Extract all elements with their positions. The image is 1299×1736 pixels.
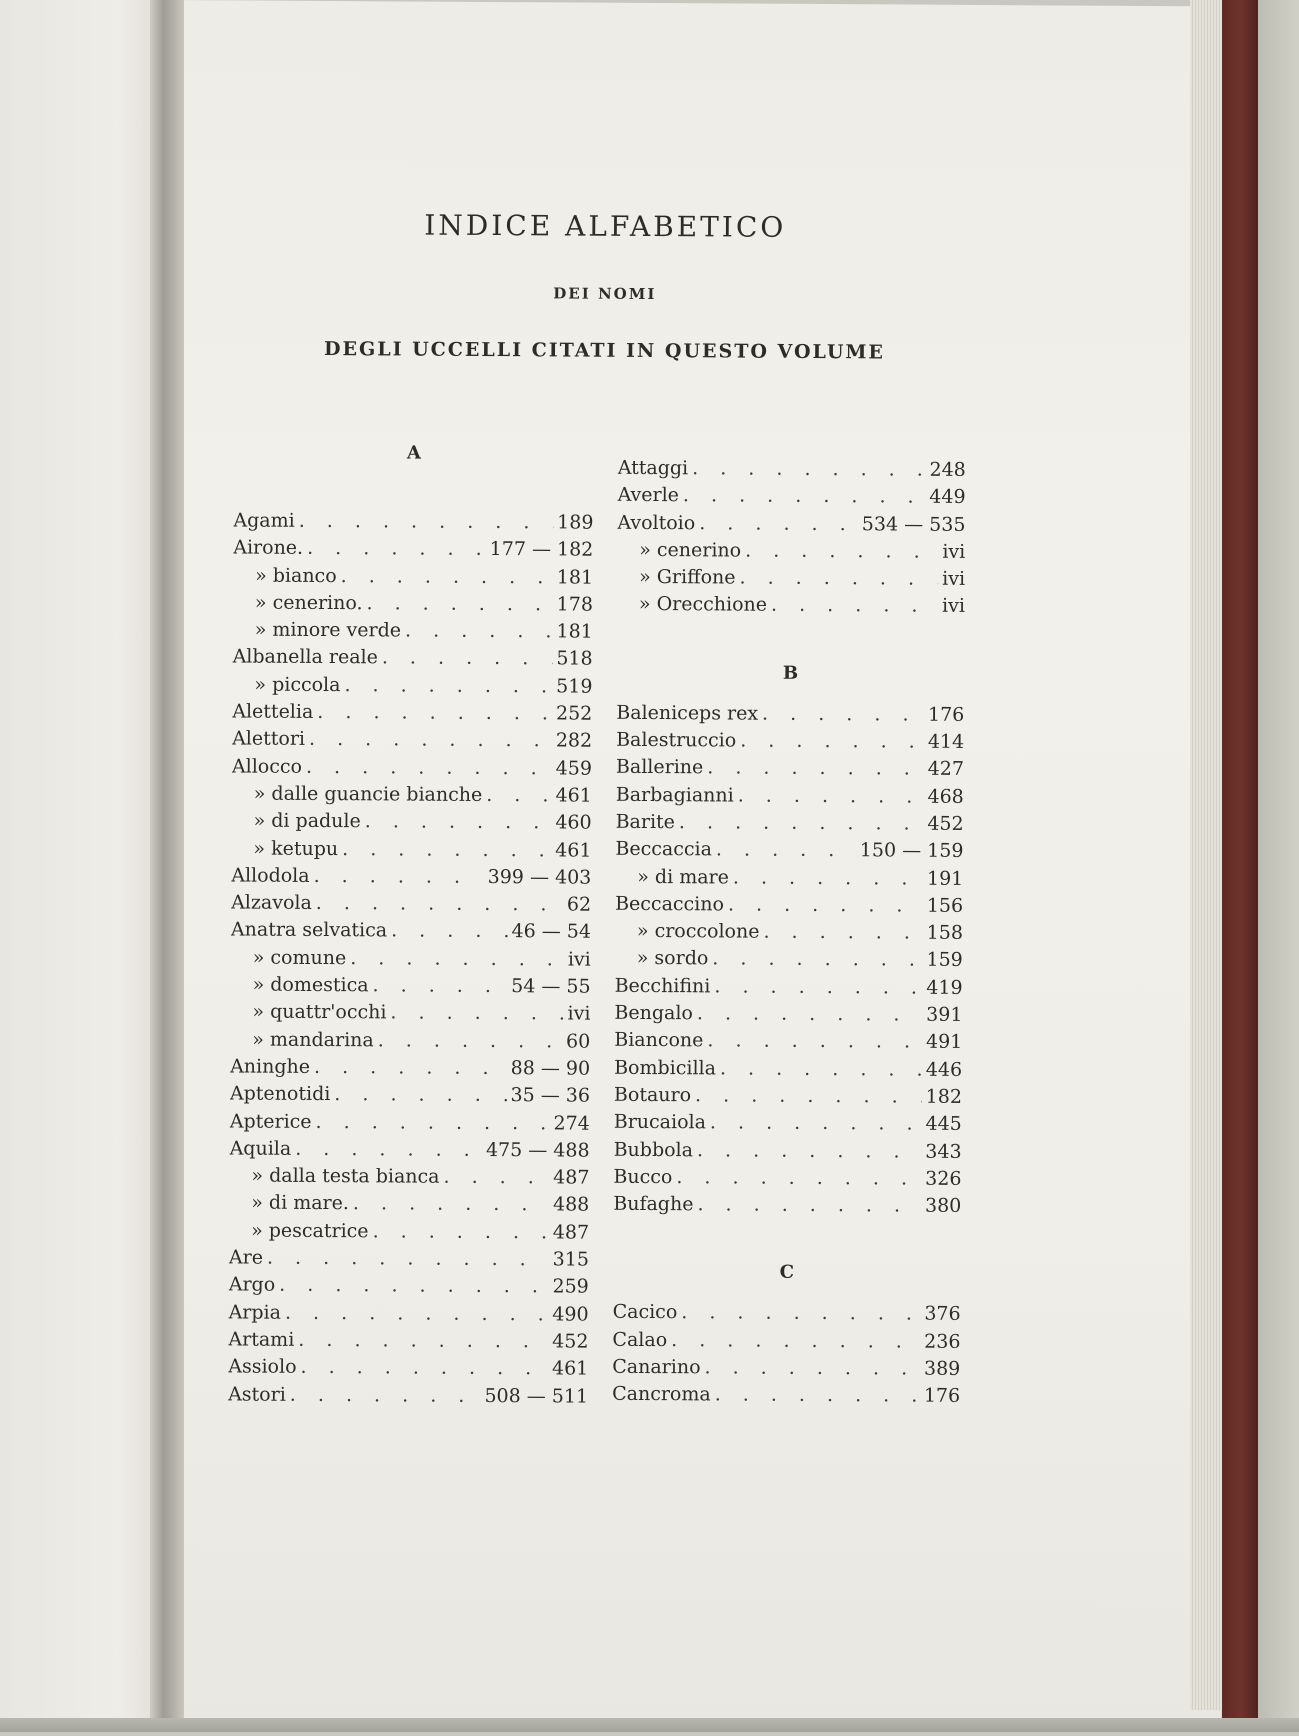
index-entry (614, 1109, 962, 1138)
index-entry (233, 589, 593, 618)
leader-dots (342, 836, 551, 865)
index-entry (230, 1135, 590, 1164)
entry-name: Airone. (233, 536, 304, 560)
leader-dots (716, 837, 856, 865)
index-entry (613, 1191, 961, 1220)
index-entry (232, 808, 592, 837)
leader-dots (762, 700, 924, 728)
leader-dots (316, 1108, 550, 1137)
index-entry (233, 507, 593, 536)
entry-page: 460 (555, 811, 592, 834)
entry-page: ivi (942, 567, 966, 591)
entry-name: Argo (228, 1273, 276, 1297)
entry-page: 490 (552, 1303, 589, 1326)
index-entry (228, 1326, 588, 1355)
entry-page: 236 (924, 1330, 961, 1353)
entry-page: 181 (556, 566, 594, 589)
entry-name: Becchifini (614, 974, 711, 998)
leader-dots (298, 1327, 548, 1356)
entry-page: ivi (941, 595, 966, 618)
leader-dots (740, 728, 924, 756)
leader-dots (307, 535, 486, 563)
index-entry (616, 754, 964, 783)
entry-page: 380 (924, 1194, 962, 1218)
index-entry (233, 617, 593, 646)
entry-page: 274 (553, 1111, 590, 1135)
entry-name: Alzavola (231, 891, 312, 915)
leader-dots (314, 863, 484, 891)
entry-page: 178 (556, 593, 594, 616)
entry-page: 461 (555, 784, 592, 807)
index-entry (613, 1299, 961, 1328)
leader-dots (317, 699, 552, 728)
leader-dots (299, 508, 554, 537)
entry-page: 54 — 55 (511, 975, 591, 998)
section-letter-c: C (779, 1262, 795, 1284)
leader-dots (671, 1327, 920, 1356)
entry-page: 315 (552, 1248, 590, 1271)
entry-page: 445 (925, 1112, 962, 1136)
leader-dots (350, 945, 564, 974)
leader-dots (443, 1164, 549, 1192)
entry-page: 248 (929, 458, 966, 481)
index-entry (612, 1327, 960, 1356)
entry-name: Cancroma (612, 1383, 711, 1406)
entry-name: » dalle guancie bianche (253, 782, 483, 806)
leader-dots (707, 755, 924, 784)
entry-name: Averle (617, 484, 680, 507)
entry-page: 534 — 535 (861, 512, 966, 536)
index-entry (616, 700, 964, 729)
index-entry (232, 726, 592, 755)
index-column-right (612, 455, 966, 1411)
entry-page: 459 (555, 757, 593, 780)
entry-name: » cenerino. (254, 591, 363, 615)
leader-dots (683, 482, 926, 511)
index-entry (615, 918, 963, 947)
entry-name: » sordo (636, 947, 709, 970)
leader-dots (679, 809, 924, 838)
index-entry (615, 973, 963, 1002)
entry-name: Bufaghe (613, 1192, 694, 1216)
leader-dots (763, 919, 922, 947)
leader-dots (707, 1028, 922, 1057)
entry-page: 176 (923, 1384, 961, 1408)
entry-name: » domestica (252, 973, 369, 997)
entry-page: 376 (924, 1303, 961, 1326)
index-entry (231, 917, 591, 946)
leader-dots (739, 565, 938, 594)
entry-name: Bombicilla (614, 1056, 717, 1080)
index-entry (613, 1164, 961, 1193)
entries-c (612, 1299, 961, 1410)
index-entry (616, 781, 964, 810)
index-entry (617, 564, 965, 593)
leader-dots (314, 1054, 507, 1082)
index-entry (230, 1108, 590, 1137)
leader-dots (710, 1110, 922, 1139)
leader-dots (341, 563, 553, 592)
entry-page: 452 (552, 1330, 589, 1353)
entry-page: 46 — 54 (511, 920, 592, 944)
entry-name: Ballerine (615, 756, 704, 779)
entry-page: 399 — 403 (487, 865, 592, 889)
entry-page: 487 (552, 1221, 590, 1244)
entry-name: » dalla testa bianca (251, 1164, 440, 1188)
entry-name: Allocco (231, 755, 303, 778)
index-entry (614, 1054, 962, 1083)
index-entry (615, 945, 963, 974)
entry-name: Barbagianni (615, 783, 734, 807)
index-entry (617, 591, 965, 620)
entry-name: Anatra selvatica (230, 918, 388, 942)
section-letter-b: B (782, 662, 799, 684)
entry-page: 391 (926, 1003, 963, 1026)
index-entry (232, 753, 592, 782)
entry-page: 389 (923, 1357, 961, 1380)
index-entry (228, 1354, 588, 1383)
index-entry (229, 1244, 589, 1273)
entry-name: » ketupu (253, 837, 339, 860)
index-entry (229, 1272, 589, 1301)
entry-name: Bucco (613, 1165, 673, 1188)
entry-page: 177 — 182 (489, 538, 594, 561)
entry-page: ivi (567, 1002, 591, 1025)
entry-name: » cenerino (639, 538, 742, 562)
index-entry (612, 1381, 960, 1410)
entry-name: » Griffone (639, 566, 736, 589)
index-entry (230, 999, 590, 1028)
index-entry (229, 1190, 589, 1219)
entry-name: » comune (252, 946, 347, 969)
index-entry (615, 836, 963, 865)
entry-page: 487 (553, 1166, 590, 1189)
entry-name: Arpia (228, 1301, 282, 1324)
index-entry (233, 644, 593, 673)
entry-name: Are (228, 1246, 264, 1269)
leader-dots (344, 672, 552, 701)
entry-page: 326 (925, 1167, 962, 1190)
entry-name: Aptenotidi (229, 1082, 331, 1106)
entry-name: Beccaccia (615, 838, 713, 861)
entry-name: Barite (615, 810, 676, 834)
index-entry (230, 1026, 590, 1055)
page-subtitle-1: DEI NOMI (553, 284, 657, 304)
index-entry (614, 1082, 962, 1111)
entry-name: » pescatrice (251, 1219, 369, 1243)
entry-name: Allodola (231, 864, 310, 887)
index-entry (231, 944, 591, 973)
entry-name: Bubbola (613, 1138, 694, 1161)
index-entry (231, 862, 591, 891)
index-column-left (228, 437, 594, 1410)
entry-name: Avoltoio (617, 511, 696, 534)
leader-dots (382, 645, 553, 673)
entries-a (228, 507, 593, 1410)
entry-name: Alettori (232, 727, 306, 751)
entry-page: 446 (925, 1058, 963, 1081)
entry-name: Agami (233, 509, 295, 532)
entry-name: Apterice (229, 1109, 312, 1133)
page-title: INDICE ALFABETICO (424, 208, 787, 244)
leader-dots (771, 592, 938, 620)
index-entry (229, 1163, 589, 1192)
leader-dots (697, 1000, 922, 1029)
index-entry (231, 835, 591, 864)
entry-name: » di padule (253, 809, 361, 833)
entry-name: Balestruccio (616, 728, 737, 752)
entry-name: » croccolone (636, 920, 760, 943)
index-entry (231, 971, 591, 1000)
entry-page: 88 — 90 (510, 1057, 591, 1080)
entry-page: 414 (927, 730, 965, 753)
entry-page: 419 (926, 976, 963, 999)
entry-name: Bengalo (614, 1001, 693, 1025)
leader-dots (712, 946, 922, 975)
entry-page: 488 (552, 1193, 590, 1217)
index-entry (614, 1027, 962, 1056)
entry-name: Albanella reale (232, 645, 378, 669)
entry-name: Aquila (229, 1137, 292, 1160)
leader-dots (300, 1354, 548, 1383)
entry-page: 158 (926, 921, 964, 945)
entry-page: 508 — 511 (484, 1384, 589, 1408)
index-entry (232, 699, 592, 728)
leader-dots (704, 1354, 920, 1383)
index-entry (233, 535, 593, 564)
entry-page: 159 (926, 949, 963, 972)
index-entry (232, 671, 592, 700)
index-entry (612, 1354, 960, 1383)
leader-dots (681, 1300, 920, 1329)
index-entry (231, 890, 591, 919)
entry-page: 62 (566, 893, 592, 916)
index-entry (230, 1081, 590, 1110)
entry-name: Baleniceps rex (616, 701, 759, 725)
leader-dots (309, 726, 552, 755)
entry-name: Astori (228, 1382, 286, 1406)
leader-dots (676, 1164, 921, 1193)
index-entry (615, 891, 963, 920)
entry-page: 35 — 36 (510, 1084, 591, 1107)
entry-page: 449 (929, 485, 966, 509)
entry-name: Attaggi (617, 456, 689, 480)
leader-dots (285, 1299, 549, 1328)
index-entry (229, 1299, 589, 1328)
leader-dots (378, 1027, 563, 1055)
entry-page: 519 (556, 675, 593, 698)
leader-dots (279, 1272, 548, 1301)
leader-dots (316, 890, 563, 919)
leader-dots (728, 891, 923, 919)
entry-page: 191 (926, 867, 964, 890)
section-letter-a: A (406, 442, 421, 464)
index-entry (616, 727, 964, 756)
entry-name: Alettelia (232, 700, 314, 724)
leader-dots (745, 537, 938, 565)
entry-name: » di mare (637, 865, 729, 889)
leader-dots (697, 1137, 922, 1166)
entry-page: ivi (567, 948, 591, 971)
entry-name: » Orecchione (638, 593, 768, 617)
entry-page: 491 (925, 1031, 963, 1054)
entry-page: 150 — 159 (859, 839, 964, 863)
index-entry (230, 1053, 590, 1082)
leader-dots (715, 1382, 920, 1411)
leader-dots (295, 1136, 482, 1164)
leader-dots (391, 918, 508, 946)
entry-page: 259 (552, 1275, 589, 1298)
entry-name: » di mare. (251, 1191, 350, 1215)
leader-dots (692, 455, 926, 484)
entry-page: 518 (556, 647, 593, 671)
entry-name: Brucaiola (613, 1111, 707, 1134)
entry-page: 182 (925, 1085, 963, 1108)
entry-page: 461 (551, 1357, 589, 1380)
leader-dots (372, 972, 507, 1000)
entry-page: 252 (555, 702, 593, 725)
leader-dots (373, 1218, 549, 1246)
entry-name: Beccaccino (615, 892, 725, 916)
entry-name: Canarino (612, 1355, 701, 1379)
index-entry (617, 537, 965, 566)
entry-page: 461 (555, 838, 592, 862)
entry-name: » mandarina (252, 1028, 374, 1051)
index-entry (615, 863, 963, 892)
index-entry (616, 809, 964, 838)
index-entry (614, 1136, 962, 1165)
entry-name: » piccola (254, 673, 341, 696)
entries-a-continued (617, 455, 966, 621)
entry-name: Calao (612, 1328, 668, 1351)
leader-dots (353, 1191, 549, 1219)
leader-dots (267, 1245, 549, 1274)
index-entry (618, 455, 966, 484)
entry-page: ivi (942, 540, 966, 563)
page-subtitle-2: DEGLI UCCELLI CITATI IN QUESTO VOLUME (323, 338, 885, 364)
leader-dots (697, 1191, 921, 1220)
entry-page: 452 (927, 812, 964, 835)
index-entry (618, 482, 966, 511)
entry-page: 282 (555, 729, 593, 753)
leader-dots (334, 1081, 506, 1109)
entry-name: Assiolo (228, 1355, 297, 1379)
index-entry (614, 1000, 962, 1029)
leader-dots (714, 973, 922, 1002)
leader-dots (738, 782, 924, 810)
leader-dots (306, 754, 552, 783)
leader-dots (720, 1055, 922, 1084)
leader-dots (695, 1082, 922, 1111)
entry-name: Biancone (614, 1029, 704, 1052)
entry-page: 343 (925, 1140, 962, 1163)
entry-name: Aninghe (230, 1055, 311, 1078)
entry-name: » bianco (255, 564, 337, 587)
entry-name: Botauro (613, 1083, 692, 1107)
entry-page: 156 (926, 894, 964, 917)
leader-dots (390, 1000, 563, 1028)
entry-page: 189 (557, 511, 594, 534)
entry-name: » quattr'occhi (252, 1000, 387, 1024)
index-entry (229, 1217, 589, 1246)
entry-page: 468 (927, 785, 964, 808)
leader-dots (405, 618, 553, 646)
leader-dots (699, 510, 858, 538)
entry-page: 60 (566, 1030, 591, 1053)
entry-page: 475 — 488 (485, 1138, 590, 1162)
index-entry (617, 509, 965, 538)
index-entry (228, 1381, 588, 1410)
entry-name: Artami (228, 1328, 295, 1351)
entry-page: 176 (927, 703, 965, 726)
leader-dots (365, 809, 552, 837)
leader-dots (290, 1381, 481, 1409)
entries-b (613, 700, 964, 1221)
leader-dots (733, 864, 923, 892)
entry-name: Cacico (612, 1301, 678, 1324)
entry-page: 427 (927, 758, 965, 781)
entry-page: 181 (556, 620, 593, 643)
index-entry (232, 780, 592, 809)
leader-dots (366, 590, 552, 618)
index-entry (233, 562, 593, 591)
leader-dots (486, 782, 551, 810)
entry-name: » minore verde (254, 618, 402, 642)
